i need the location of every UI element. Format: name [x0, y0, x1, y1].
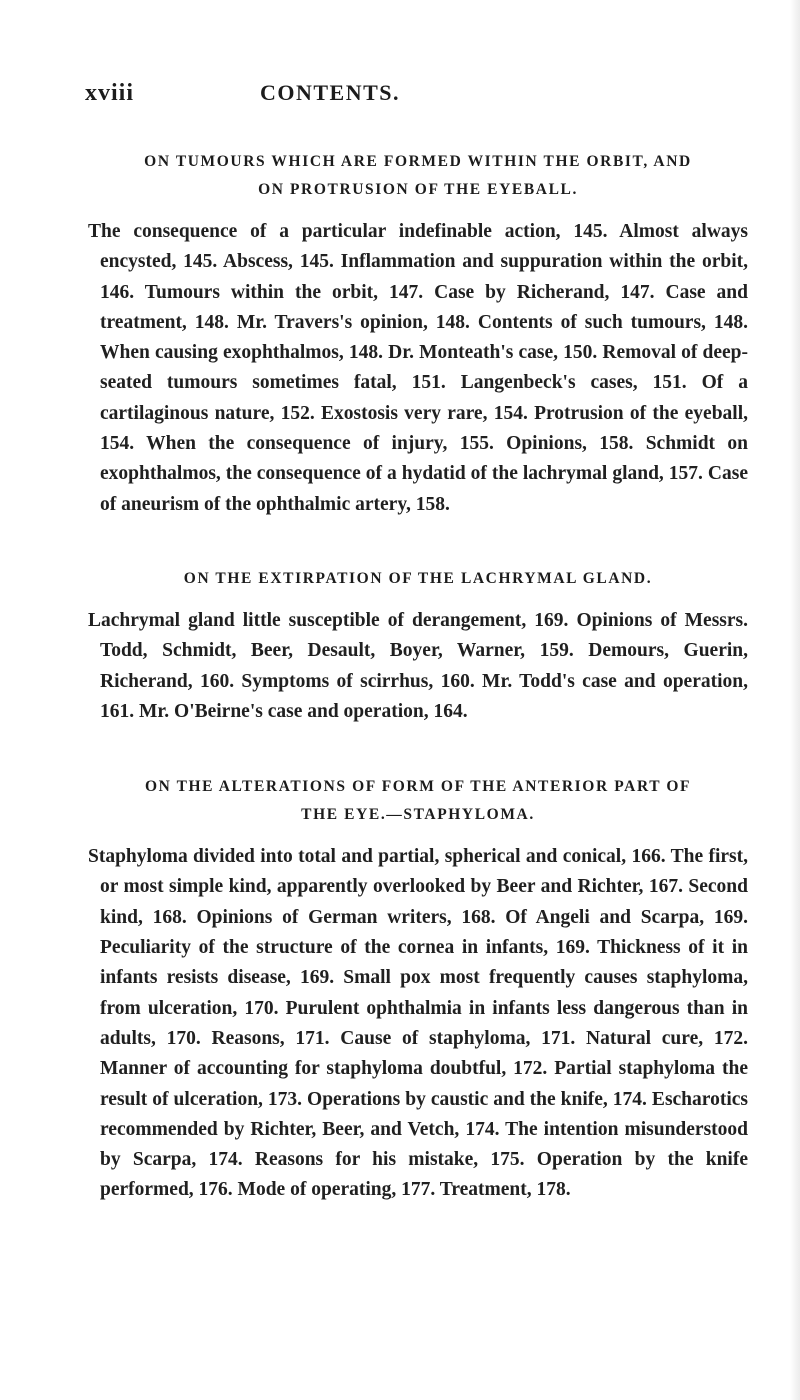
contents-list [88, 148, 748, 1206]
running-title: CONTENTS. [260, 80, 401, 105]
section-summary: The consequence of a particular indefinable action, 145. Almost always encysted, 145. Abscess, 145. Inflammation and suppuration within the orbit, 146. Tumours within the orbit, 147. Case by Richerand, 147. Case and treatment, 148. Mr. Travers's opinion, 148. Contents of such tumours, 148. When causing exophthalmos, 148. Dr. Monteath's case, 150. Removal of deep-seated tumours sometimes fatal, 151. Langenbeck's cases, 151. Of a cartilaginous nature, 152. Exostosis very rare, 154. Protrusion of the eyeball, 154. When the consequence of injury, 155. Opinions, 158. Schmidt on exophthalmos, the consequence of a hydatid of the lachrymal gland, 157. Case of aneurism of the ophthalmic artery, 158. [88, 221, 748, 515]
contents-section [88, 148, 748, 520]
page-header [85, 80, 740, 120]
section-summary: Staphyloma divided into total and partial, spherical and conical, 166. The first, or most simple kind, apparently overlooked by Beer and Richter, 167. Second kind, 168. Opinions of German writers, 168. Of Angeli and Scarpa, 169. Peculiarity of the structure of the cornea in infants, 169. Thickness of it in infants resists disease, 169. Small pox most frequently causes staphyloma, from ulceration, 170. Purulent ophthalmia in infants less dangerous than in adults, 170. Reasons, 171. Cause of staphyloma, 171. Natural cure, 172. Manner of accounting for staphyloma doubtful, 172. Partial staphyloma the result of ulceration, 173. Operations by caustic and the knife, 174. Escharotics recommended by Richter, Beer, and Vetch, 174. The intention misunderstood by Scarpa, 174. Reasons for his mistake, 175. Operation by the knife performed, 176. Mode of operating, 177. Treatment, 178. [88, 846, 748, 1201]
contents-section [88, 565, 748, 727]
section-summary: Lachrymal gland little susceptible of derangement, 169. Opinions of Messrs. Todd, Schmidt, Beer, Desault, Boyer, Warner, 159. Demours, Guerin, Richerand, 160. Symptoms of scirrhus, 160. Mr. Todd's case and operation, 161. Mr. O'Beirne's case and operation, 164. [88, 609, 748, 722]
page-number: xviii [85, 80, 135, 106]
page-edge-shadow [790, 0, 800, 1400]
section-heading-line: ON THE ALTERATIONS OF FORM OF THE ANTERIOR PART OF [144, 778, 692, 796]
section-heading-line: THE EYE.—STAPHYLOMA. [301, 806, 535, 824]
contents-section [88, 773, 748, 1206]
section-heading [88, 773, 748, 829]
section-heading [88, 148, 748, 204]
section-heading-line: ON THE EXTIRPATION OF THE LACHRYMAL GLAND. [183, 569, 653, 587]
section-heading [88, 565, 748, 593]
section-heading-line: ON TUMOURS WHICH ARE FORMED WITHIN THE ORBIT, AND [144, 153, 692, 170]
section-heading-line: ON PROTRUSION OF THE EYEBALL. [258, 181, 578, 198]
